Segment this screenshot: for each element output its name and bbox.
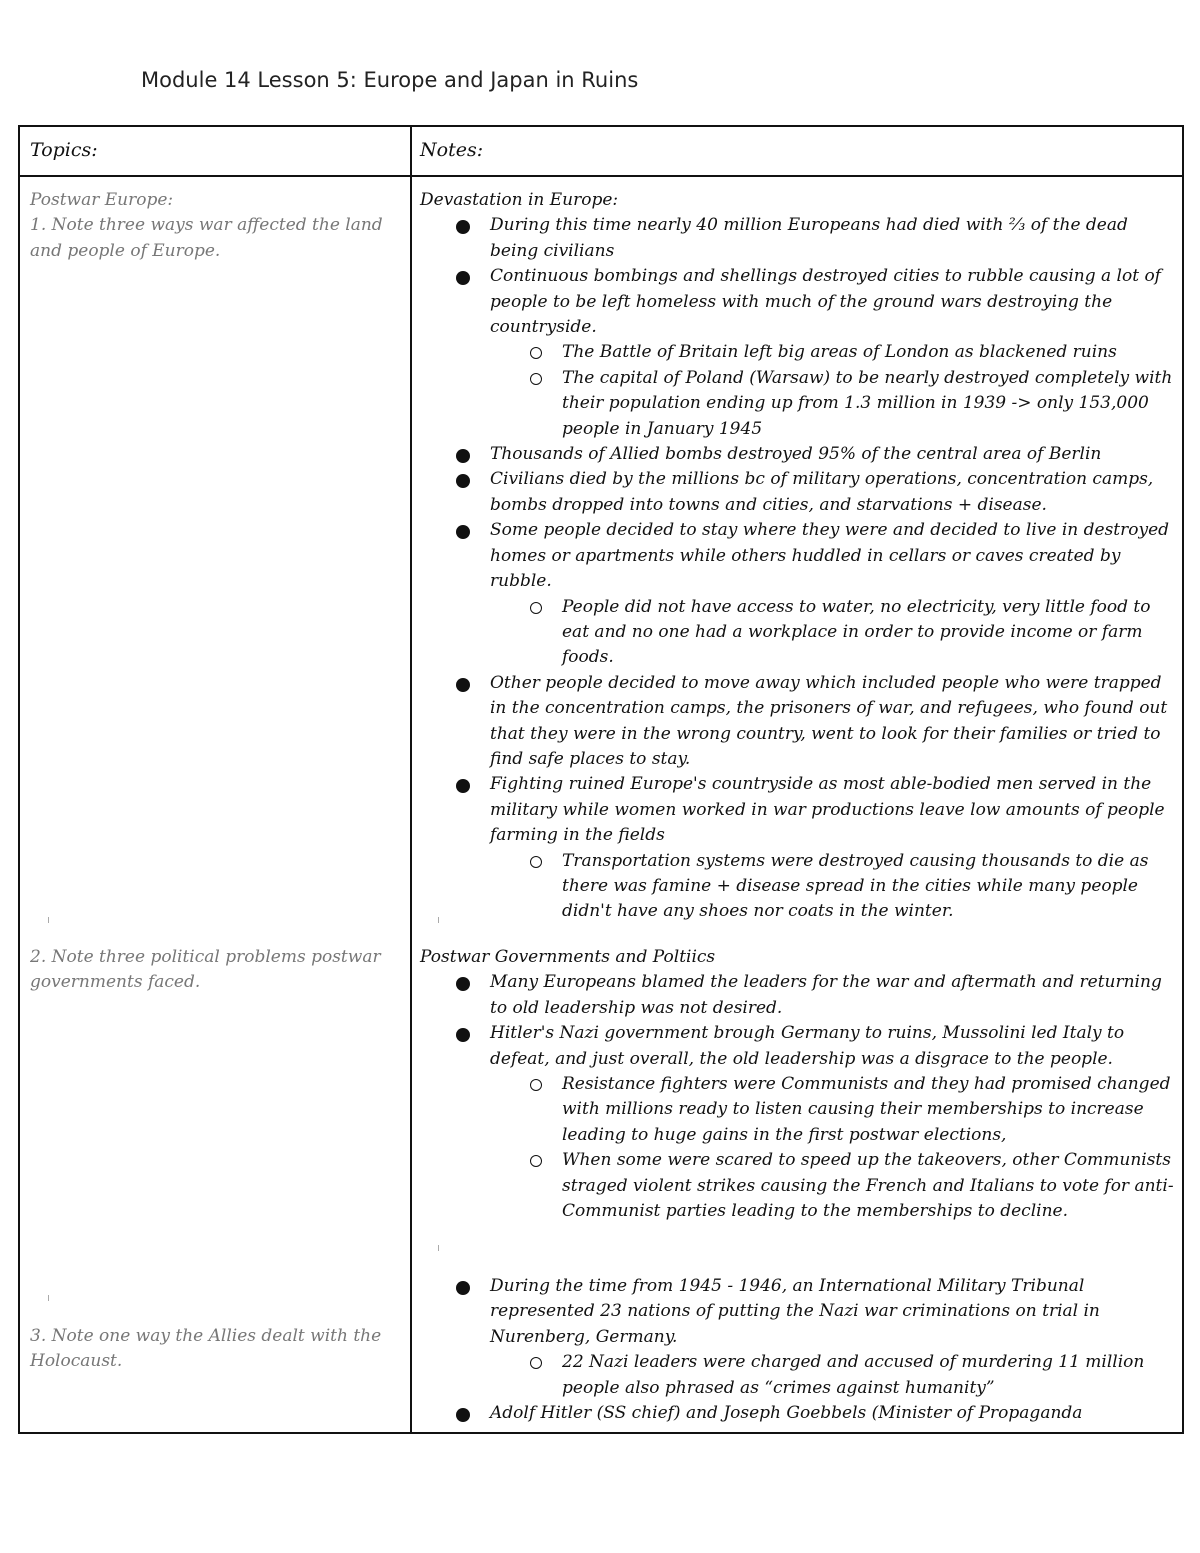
notes-header: Notes:: [420, 139, 484, 161]
notes-section-governments: [420, 945, 1180, 1224]
list-item-text: People did not have access to water, no electricity, very little food to eat and no one had a workplace in order to provide income or farm foods.: [562, 596, 1151, 668]
sub-list-item: [562, 1350, 1180, 1401]
list-item-text: Thousands of Allied bombs destroyed 95% of the central area of Berlin: [490, 444, 1102, 465]
list-item-text: Continuous bombings and shellings destroyed cities to rubble causing a lot of people to be left homeless with much of the ground wars destroying the countryside.: [490, 266, 1161, 338]
circle-bullet-icon: [530, 856, 542, 868]
list-item: [490, 671, 1180, 773]
section-heading: Postwar Governments and Poltiics: [420, 947, 716, 967]
bullet-icon: [456, 977, 470, 991]
list-item: [490, 1021, 1180, 1224]
sub-list-item: [562, 595, 1180, 671]
circle-bullet-icon: [530, 1357, 542, 1369]
bullet-icon: [456, 1028, 470, 1042]
notes-section-devastation: [420, 188, 1180, 925]
list-item-text: Many Europeans blamed the leaders for the war and aftermath and returning to old leadership was not desired.: [490, 972, 1162, 1018]
topic-1-title: Postwar Europe:: [30, 190, 174, 210]
list-item-text: The capital of Poland (Warsaw) to be nearly destroyed completely with their population ending up from 1.3 million in 1939 -> only 153,000 people in January 1945: [562, 367, 1173, 439]
bullet-icon: [456, 449, 470, 463]
list-item-text: During the time from 1945 - 1946, an International Military Tribunal represented 23 nations of putting the Nazi war criminations on trial in Nurenberg, Germany.: [490, 1276, 1100, 1347]
bullet-icon: [456, 1281, 470, 1295]
list-item: [490, 970, 1180, 1021]
list-item: [490, 1401, 1180, 1426]
circle-bullet-icon: [530, 373, 542, 385]
margin-mark: [48, 917, 49, 923]
list-item-text: 22 Nazi leaders were charged and accused of murdering 11 million people also phrased as “crimes against humanity”: [562, 1352, 1145, 1398]
list-item-text: Other people decided to move away which included people who were trapped in the concentration camps, the prisoners of war, and refugees, who found out that they were in the wrong country, went to look for their families or tried to find safe places to stay.: [490, 672, 1168, 769]
list-item: [490, 772, 1180, 924]
list-item-text: Fighting ruined Europe's countryside as most able-bodied men served in the military while women worked in war productions leave low amounts of people farming in the fields: [490, 774, 1165, 846]
topic-2-prompt: 2. Note three political problems postwar governments faced.: [30, 947, 381, 993]
list-item-text: When some were scared to speed up the takeovers, other Communists straged violent strikes causing the French and Italians to vote for anti-Communist parties leading to the memberships to decline.: [562, 1150, 1174, 1222]
list-item-text: Civilians died by the millions bc of military operations, concentration camps, bombs dropped into towns and cities, and starvations + disease.: [490, 469, 1154, 515]
circle-bullet-icon: [530, 347, 542, 359]
sub-list-item: [562, 849, 1180, 925]
list-item-text: Resistance fighters were Communists and they had promised changed with millions ready to listen causing their memberships to increase leading to huge gains in the first postwar elections,: [562, 1074, 1171, 1145]
topic-1: [30, 188, 400, 264]
sub-list-item: [562, 366, 1180, 442]
list-item-text: Transportation systems were destroyed causing thousands to die as there was famine + disease spread in the cities while many people didn't have any shoes nor coats in the winter.: [562, 850, 1149, 922]
list-item: [490, 213, 1180, 264]
topics-header: Topics:: [30, 139, 98, 161]
bullet-icon: [456, 474, 470, 488]
circle-bullet-icon: [530, 602, 542, 614]
list-item-text: The Battle of Britain left big areas of London as blackened ruins: [562, 342, 1117, 363]
topic-3-prompt: 3. Note one way the Allies dealt with the Holocaust.: [30, 1326, 382, 1372]
bullet-icon: [456, 678, 470, 692]
topic-1-prompt: 1. Note three ways war affected the land and people of Europe.: [30, 215, 383, 261]
list-item: [490, 1274, 1180, 1401]
list-item-text: Adolf Hitler (SS chief) and Joseph Goebbels (Minister of Propaganda: [490, 1403, 1083, 1424]
bullet-icon: [456, 1408, 470, 1422]
page-title: Module 14 Lesson 5: Europe and Japan in Ruins: [141, 68, 639, 92]
list-item-text: Some people decided to stay where they were and decided to live in destroyed homes or apartments while others huddled in cellars or caves created by rubble.: [490, 520, 1170, 592]
list-item-text: Hitler's Nazi government brough Germany to ruins, Mussolini led Italy to defeat, and just overall, the old leadership was a disgrace to the people.: [490, 1023, 1125, 1069]
bullet-icon: [456, 220, 470, 234]
sub-list-item: [562, 340, 1180, 365]
margin-mark: [438, 1245, 439, 1251]
list-item: [490, 264, 1180, 442]
notes-table: [18, 125, 1184, 1434]
header-divider: [20, 175, 1182, 177]
bullet-icon: [456, 271, 470, 285]
circle-bullet-icon: [530, 1155, 542, 1167]
section-heading: Devastation in Europe:: [420, 190, 619, 210]
bullet-icon: [456, 525, 470, 539]
column-divider: [410, 127, 412, 1432]
notes-section-holocaust: [420, 1274, 1180, 1426]
sub-list-item: [562, 1072, 1180, 1148]
sub-list-item: [562, 1148, 1180, 1224]
list-item: [490, 518, 1180, 670]
margin-mark: [48, 1295, 49, 1301]
list-item-text: During this time nearly 40 million Europeans had died with ⅔ of the dead being civilians: [490, 215, 1128, 261]
list-item: [490, 467, 1180, 518]
bullet-icon: [456, 779, 470, 793]
list-item: [490, 442, 1180, 467]
circle-bullet-icon: [530, 1079, 542, 1091]
